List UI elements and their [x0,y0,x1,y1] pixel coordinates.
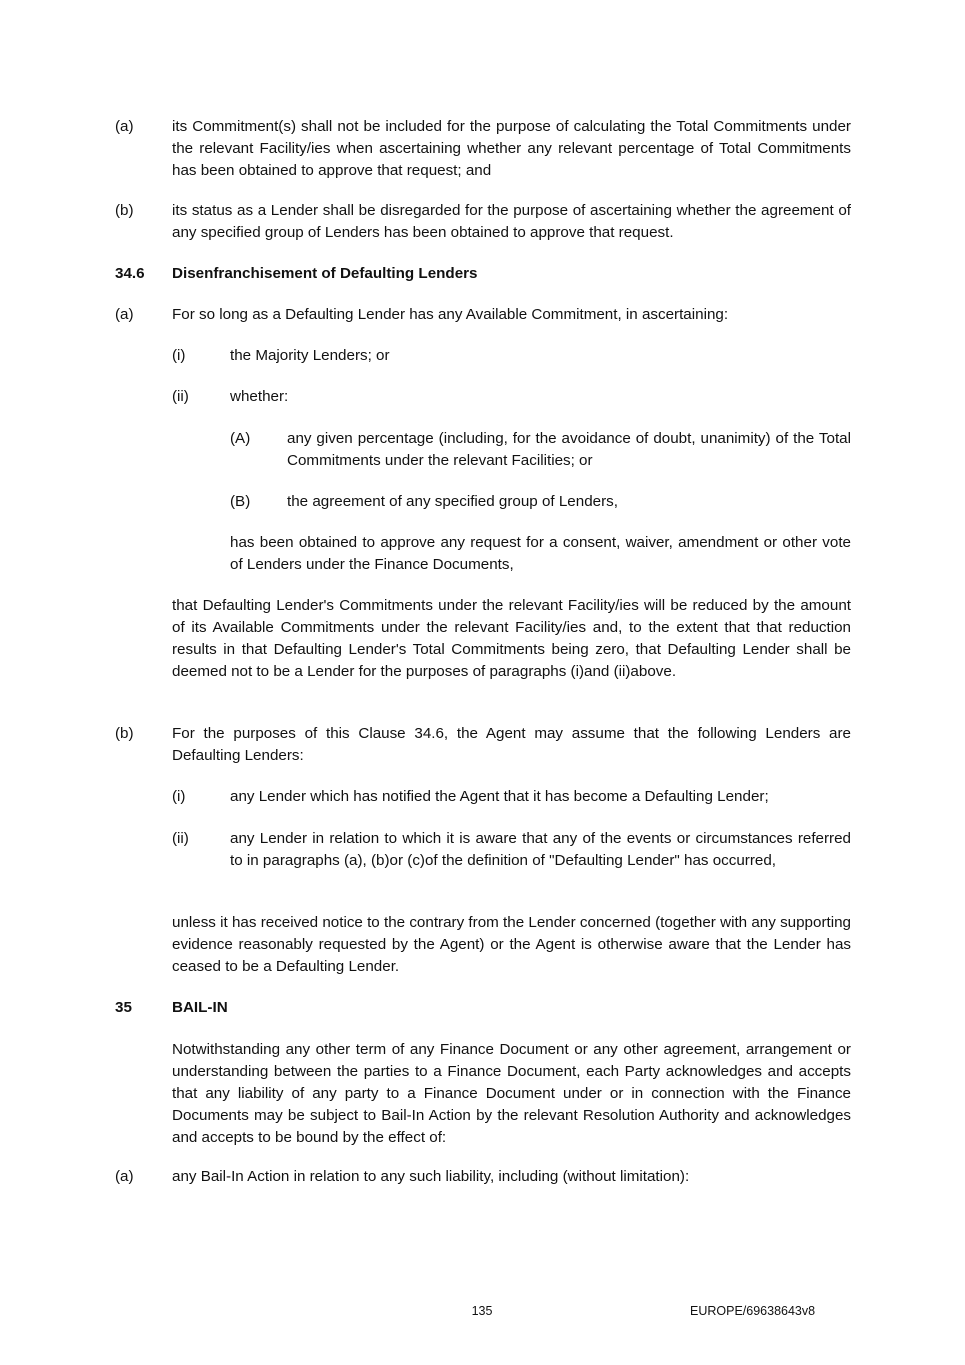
paragraph-text: any given percentage (including, for the avoidance of doubt, unanimity) of the Total Commitments under the relevant Facilities; or [287,430,851,469]
paragraph-text: the agreement of any specified group of Lenders, [287,493,618,510]
paragraph-label: (A) [230,430,251,447]
paragraph-text: its Commitment(s) shall not be included for the purpose of calculating the Total Commitments under the relevant Facility/ies when ascertaining whether any relevant percentage of Total Commitments has been obtained to approve that request; and [172,118,851,179]
document-reference: EUROPE/69638643v8 [690,1304,816,1318]
paragraph-label: (a) [115,1168,134,1185]
paragraph-text: whether: [230,388,289,405]
page-number: 135 [471,1304,493,1318]
paragraph-text: For so long as a Defaulting Lender has any Available Commitment, in ascertaining: [172,306,729,323]
paragraph-label: (ii) [172,830,189,847]
clause-number: 34.6 [115,265,145,282]
paragraph-text: For the purposes of this Clause 34.6, the Agent may assume that the following Lenders are Defaulting Lenders: [172,725,851,764]
bail-in-paragraph: Notwithstanding any other term of any Finance Document or any other agreement, arrangement or understanding between the parties to a Finance Document, each Party acknowledges and accepts that any liability of any party to a Finance Document under or in connection with the Finance Documents may be subject to Bail-In Action by the relevant Resolution Authority and acknowledges and accepts to be bound by the effect of: [172,1041,851,1146]
paragraph-label: (b) [115,725,134,742]
clause-title: Disenfranchisement of Defaulting Lenders [172,265,478,282]
paragraph-text: its status as a Lender shall be disregarded for the purpose of ascertaining whether the agreement of any specified group of Lenders has been obtained to approve that request. [172,202,851,241]
paragraph-label: (a) [115,306,134,323]
paragraph-b-tail: unless it has received notice to the contrary from the Lender concerned (together with any supporting evidence reasonably requested by the Agent) or the Agent is otherwise aware that the Lender has ceased to be a Defaulting Lender. [172,914,851,975]
paragraph-text: the Majority Lenders; or [230,347,390,364]
paragraph-label: (i) [172,347,186,364]
clause-title: BAIL-IN [172,999,228,1016]
paragraph-a-ii-tail: has been obtained to approve any request for a consent, waiver, amendment or other vote of Lenders under the Finance Documents, [230,534,851,573]
paragraph-text: any Bail-In Action in relation to any such liability, including (without limitation): [172,1168,690,1185]
paragraph-label: (i) [172,788,186,805]
paragraph-label: (B) [230,493,251,510]
clause-number: 35 [115,999,132,1016]
paragraph-label: (a) [115,118,134,135]
paragraph-label: (b) [115,202,134,219]
paragraph-text: any Lender in relation to which it is aware that any of the events or circumstances referred to in paragraphs (a), (b)or (c)of the definition of "Defaulting Lender" has occurred, [230,830,851,869]
paragraph-label: (ii) [172,388,189,405]
paragraph-a-tail: that Defaulting Lender's Commitments under the relevant Facility/ies will be reduced by the amount of its Available Commitments under the relevant Facility/ies and, to the extent that that reduction results in that Defaulting Lender's Total Commitments being zero, that Defaulting Lender shall be deemed not to be a Lender for the purposes of paragraphs (i)and (ii)above. [172,597,851,680]
paragraph-text: any Lender which has notified the Agent that it has become a Defaulting Lender; [230,788,769,805]
